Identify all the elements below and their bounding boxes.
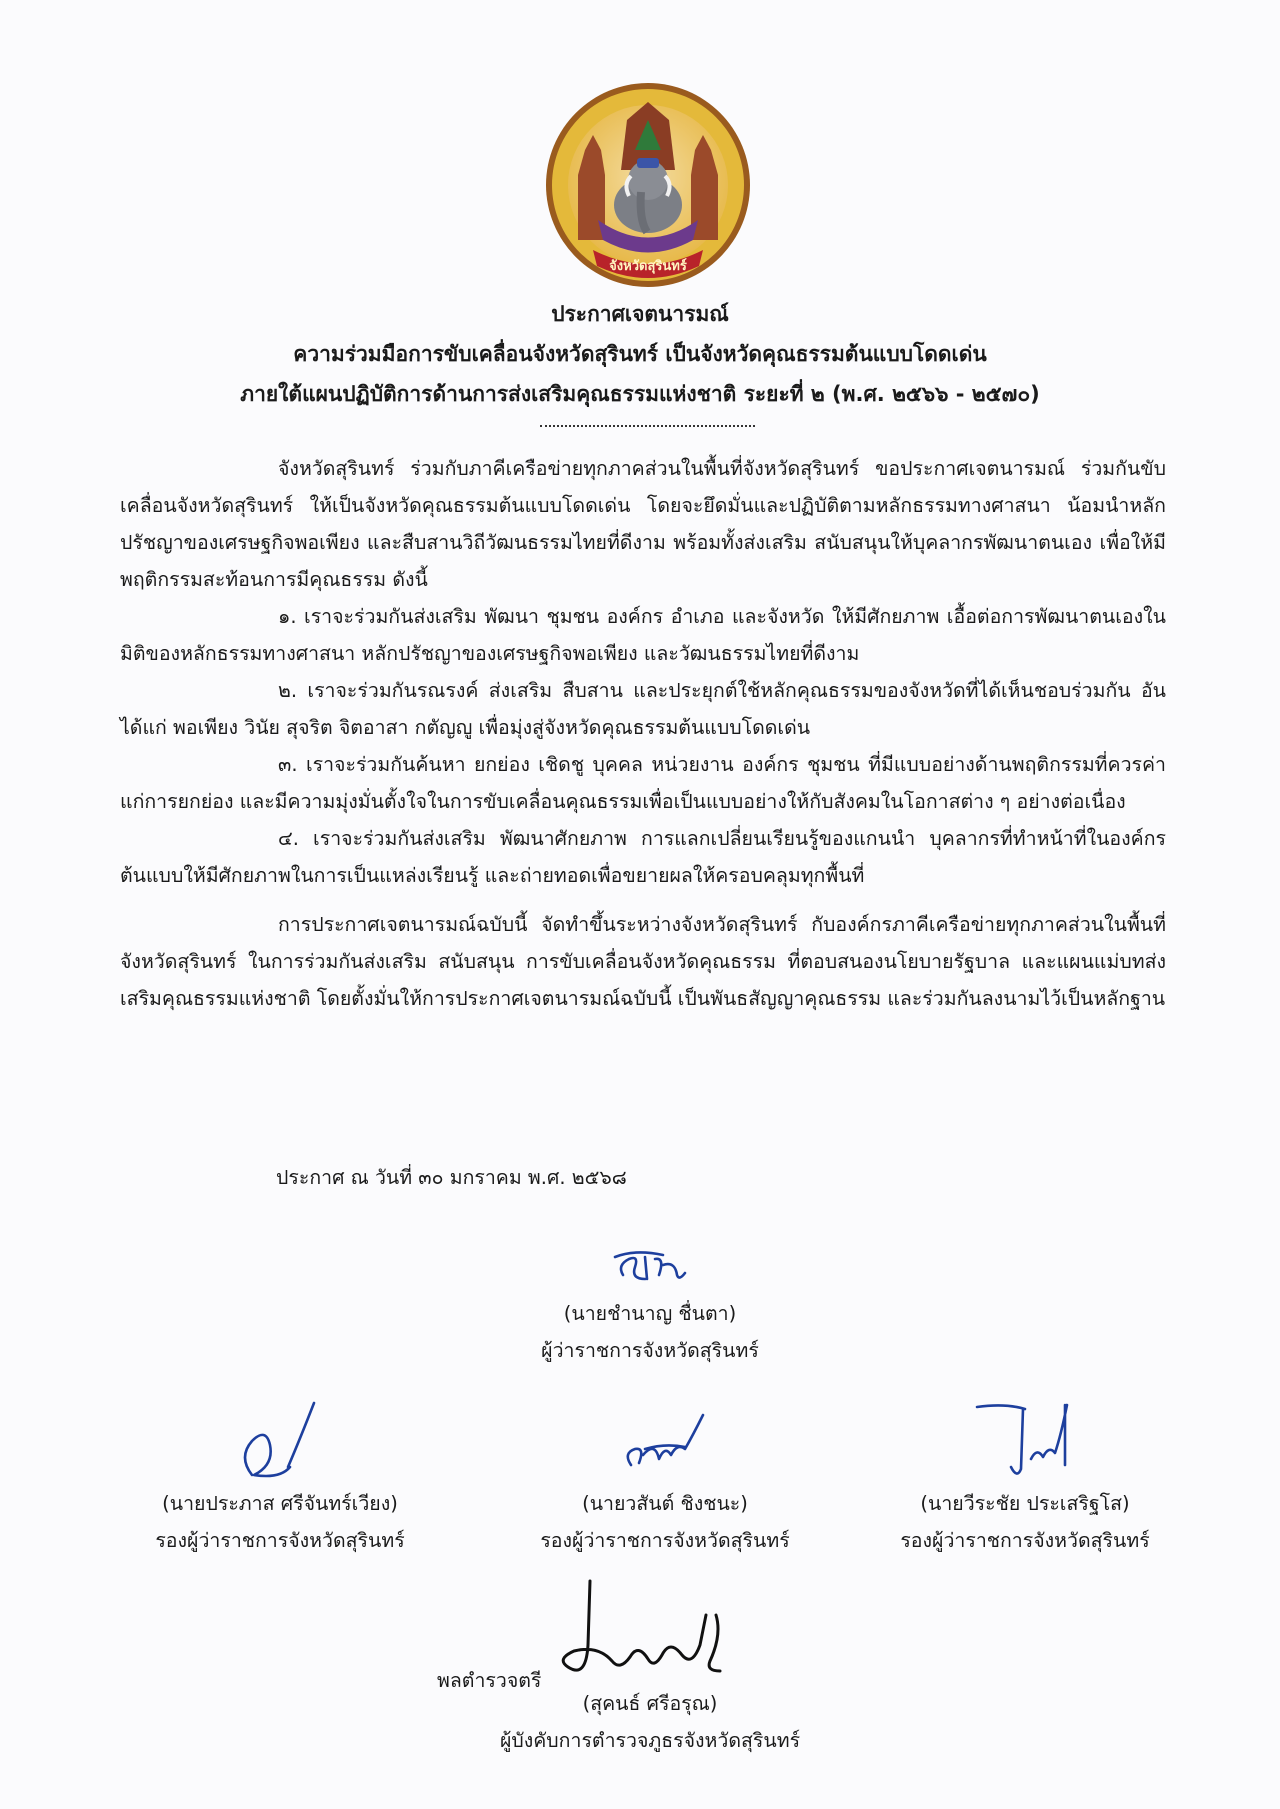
signatory-police xyxy=(480,1575,820,1759)
police-rank: พลตำรวจตรี xyxy=(437,1669,542,1692)
signatory-deputy-right xyxy=(880,1395,1170,1559)
clause-1: ๑. เราจะร่วมกันส่งเสริม พัฒนา ชุมชน องค์กร อำเภอ และจังหวัด ให้มีศักยภาพ เอื้อต่อการพัฒนาตนเองในมิติของหลักธรรมทางศาสนา หลักปรัชญาของเศรษฐกิจพอเพียง และวัฒนธรรมไทยที่ดีงาม xyxy=(120,605,1166,665)
deputy-center-signature xyxy=(615,1405,715,1485)
deputy-right-name: (นายวีระชัย ประเสริฐโส) xyxy=(920,1492,1130,1515)
police-signature xyxy=(550,1575,750,1685)
announcement-subtitle-2: ภายใต้แผนปฏิบัติการด้านการส่งเสริมคุณธรรมแห่งชาติ ระยะที่ ๒ (พ.ศ. ๒๕๖๖ - ๒๕๗๐) xyxy=(240,382,1040,406)
clause-3: ๓. เราจะร่วมกันค้นหา ยกย่อง เชิดชู บุคคล หน่วยงาน องค์กร ชุมชน ที่มีแบบอย่างด้านพฤติกรรมที่ควรค่าแก่การยกย่อง และมีความมุ่งมั่นตั้งใจในการขับเคลื่อนคุณธรรมเพื่อเป็นแบบอย่างให้กับสังคมในโอกาสต่าง ๆ อย่างต่อเนื่อง xyxy=(120,753,1166,813)
province-seal xyxy=(543,80,753,290)
deputy-center-name: (นายวสันต์ ชิงชนะ) xyxy=(582,1492,748,1515)
governor-signature xyxy=(605,1245,695,1295)
deputy-right-signature xyxy=(965,1395,1085,1485)
dotted-separator xyxy=(540,425,755,427)
police-position: ผู้บังคับการตำรวจภูธรจังหวัดสุรินทร์ xyxy=(499,1729,801,1752)
announcement-subtitle: ความร่วมมือการขับเคลื่อนจังหวัดสุรินทร์ เป็นจังหวัดคุณธรรมต้นแบบโดดเด่น xyxy=(293,342,987,366)
seal-label: จังหวัดสุรินทร์ xyxy=(609,259,687,274)
police-name: (สุคนธ์ ศรีอรุณ) xyxy=(582,1692,718,1715)
governor-position: ผู้ว่าราชการจังหวัดสุรินทร์ xyxy=(541,1339,759,1362)
announcement-body xyxy=(120,450,1166,1017)
closing-paragraph: การประกาศเจตนารมณ์ฉบับนี้ จัดทำขึ้นระหว่างจังหวัดสุรินทร์ กับองค์กรภาคีเครือข่ายทุกภาคส่วนในพื้นที่จังหวัดสุรินทร์ ในการร่วมกันส่งเสริม สนับสนุน การขับเคลื่อนจังหวัดคุณธรรม ที่ตอบสนองนโยบายรัฐบาล และแผนแม่บทส่งเสริมคุณธรรมแห่งชาติ โดยตั้งมั่นให้การประกาศเจตนารมณ์ฉบับนี้ เป็นพันธสัญญาคุณธรรม และร่วมกันลงนามไว้เป็นหลักฐาน xyxy=(120,913,1166,1010)
deputy-left-signature xyxy=(230,1395,330,1485)
signatory-governor xyxy=(520,1245,780,1369)
signatory-deputy-center xyxy=(520,1405,810,1559)
deputy-right-position: รองผู้ว่าราชการจังหวัดสุรินทร์ xyxy=(900,1529,1150,1552)
clause-2: ๒. เราจะร่วมกันรณรงค์ ส่งเสริม สืบสาน และประยุกต์ใช้หลักคุณธรรมของจังหวัดที่ได้เห็นชอบร่วมกัน อันได้แก่ พอเพียง วินัย สุจริต จิตอาสา กตัญญู เพื่อมุ่งสู่จังหวัดคุณธรรมต้นแบบโดดเด่น xyxy=(120,679,1166,739)
deputy-left-name: (นายประภาส ศรีจันทร์เวียง) xyxy=(162,1492,398,1515)
announcement-date: ประกาศ ณ วันที่ ๓๐ มกราคม พ.ศ. ๒๕๖๘ xyxy=(276,1166,627,1189)
deputy-center-position: รองผู้ว่าราชการจังหวัดสุรินทร์ xyxy=(540,1529,790,1552)
announcement-title: ประกาศเจตนารมณ์ xyxy=(551,302,729,326)
intro-paragraph: จังหวัดสุรินทร์ ร่วมกับภาคีเครือข่ายทุกภาคส่วนในพื้นที่จังหวัดสุรินทร์ ขอประกาศเจตนารมณ์ ร่วมกันขับเคลื่อนจังหวัดสุรินทร์ ให้เป็นจังหวัดคุณธรรมต้นแบบโดดเด่น โดยจะยึดมั่นและปฏิบัติตามหลักธรรมทางศาสนา น้อมนำหลักปรัชญาของเศรษฐกิจพอเพียง และสืบสานวิถีวัฒนธรรมไทยที่ดีงาม พร้อมทั้งส่งเสริม สนับสนุนให้บุคลากรพัฒนาตนเอง เพื่อให้มีพฤติกรรมสะท้อนการมีคุณธรรม ดังนี้ xyxy=(120,457,1166,591)
clause-4: ๔. เราจะร่วมกันส่งเสริม พัฒนาศักยภาพ การแลกเปลี่ยนเรียนรู้ของแกนนำ บุคลากรที่ทำหน้าที่ในองค์กรต้นแบบให้มีศักยภาพในการเป็นแหล่งเรียนรู้ และถ่ายทอดเพื่อขยายผลให้ครอบคลุมทุกพื้นที่ xyxy=(120,827,1166,887)
signatory-deputy-left xyxy=(140,1395,420,1559)
deputy-left-position: รองผู้ว่าราชการจังหวัดสุรินทร์ xyxy=(155,1529,405,1552)
surin-province-seal-icon xyxy=(543,80,753,290)
governor-name: (นายชำนาญ ชื่นตา) xyxy=(563,1302,737,1325)
